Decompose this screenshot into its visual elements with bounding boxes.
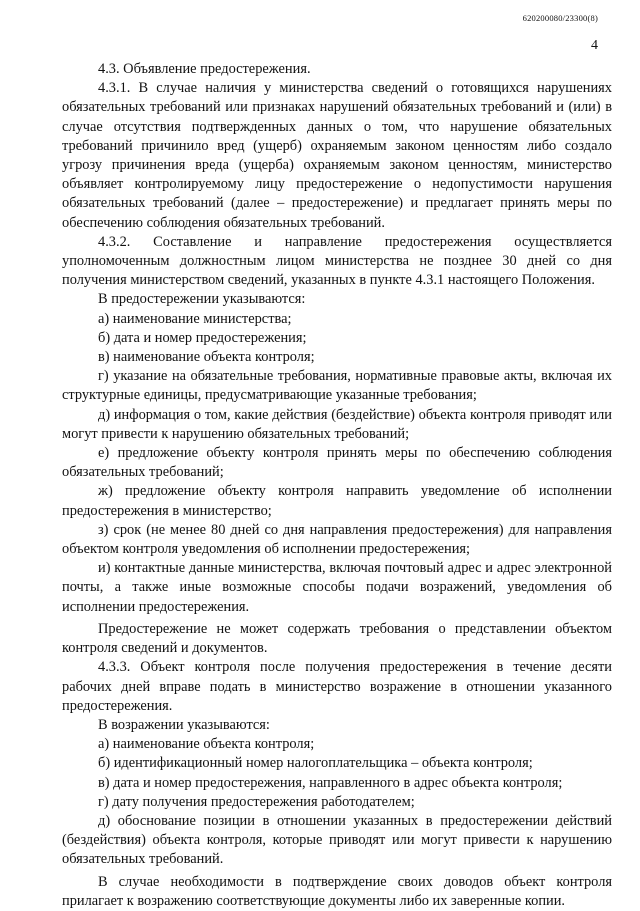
list-item: д) информация о том, какие действия (бездействие) объекта контроля приводят или могут привести к нарушению обязательных требований; [62, 406, 612, 442]
paragraph: Предостережение не может содержать требования о представлении объектом контроля сведений и документов. [62, 620, 612, 657]
list-item: б) идентификационный номер налогоплательщика – объекта контроля; [98, 755, 533, 772]
paragraph: 4.3.3. Объект контроля после получения предостережения в течение десяти рабочих дней вправе подать в министерство возражение в отношении указанного предостережения. [62, 659, 612, 714]
section-heading: 4.3. Объявление предостережения. [98, 61, 311, 77]
list-item: д) обоснование позиции в отношении указанных в предостережении действий (бездействия) объекта контроля, которые приводят или могут привести к нарушению обязательных требований. [62, 812, 612, 868]
paragraph: В случае необходимости в подтверждение своих доводов объект контроля прилагает к возражению соответствующие документы либо их заверенные копии. [62, 873, 612, 909]
list-item: а) наименование министерства; [98, 310, 292, 327]
list-item: е) предложение объекту контроля принять меры по обеспечению соблюдения обязательных требований; [62, 445, 612, 481]
document-body [62, 60, 612, 911]
list-intro: В предостережении указываются: [98, 291, 306, 308]
list-intro: В возражении указываются: [98, 716, 270, 733]
list-item: б) дата и номер предостережения; [98, 329, 307, 346]
list-item: и) контактные данные министерства, включая почтовый адрес и адрес электронной почты, а также иные возможные способы подачи возражений, уведомления об исполнении предостережения. [62, 560, 612, 615]
list-item: г) дату получения предостережения работодателем; [98, 793, 415, 810]
list-item: г) указание на обязательные требования, нормативные правовые акты, включая их структурные единицы, предусматривающие указанные требования; [62, 368, 612, 404]
page-number: 4 [591, 38, 598, 53]
list-item: ж) предложение объекту контроля направить уведомление об исполнении предостережения в министерство; [62, 483, 612, 519]
paragraph: 4.3.1. В случае наличия у министерства сведений о готовящихся нарушениях обязательных требований или признаках нарушений обязательных требований и (или) в случае отсутствия подтвержденных данных о том, что нарушение обязательных требований причинило вред (ущерб) охраняемым законом ценностям либо создало угрозу причинения вреда (ущерба) охраняемым законом ценностям, министерство объявляет контролируемому лицу предостережение о недопустимости нарушения обязательных требований (далее – предостережение) и предлагает принять меры по обеспечению соблюдения обязательных требований. [62, 80, 612, 231]
list-item: в) наименование объекта контроля; [98, 349, 315, 366]
list-item: а) наименование объекта контроля; [98, 736, 315, 753]
list-item: в) дата и номер предостережения, направленного в адрес объекта контроля; [98, 774, 563, 791]
list-item: з) срок (не менее 80 дней со дня направления предостережения) для направления объектом контроля уведомления об исполнении предостережения; [62, 521, 612, 558]
paragraph: 4.3.2. Составление и направление предостережения осуществляется уполномоченным должностным лицом министерства не позднее 30 дней со дня получения министерством сведений, указанных в пункте 4.3.1 настоящего Положения. [62, 233, 612, 289]
document-id: 620200080/23300(8) [522, 13, 598, 23]
